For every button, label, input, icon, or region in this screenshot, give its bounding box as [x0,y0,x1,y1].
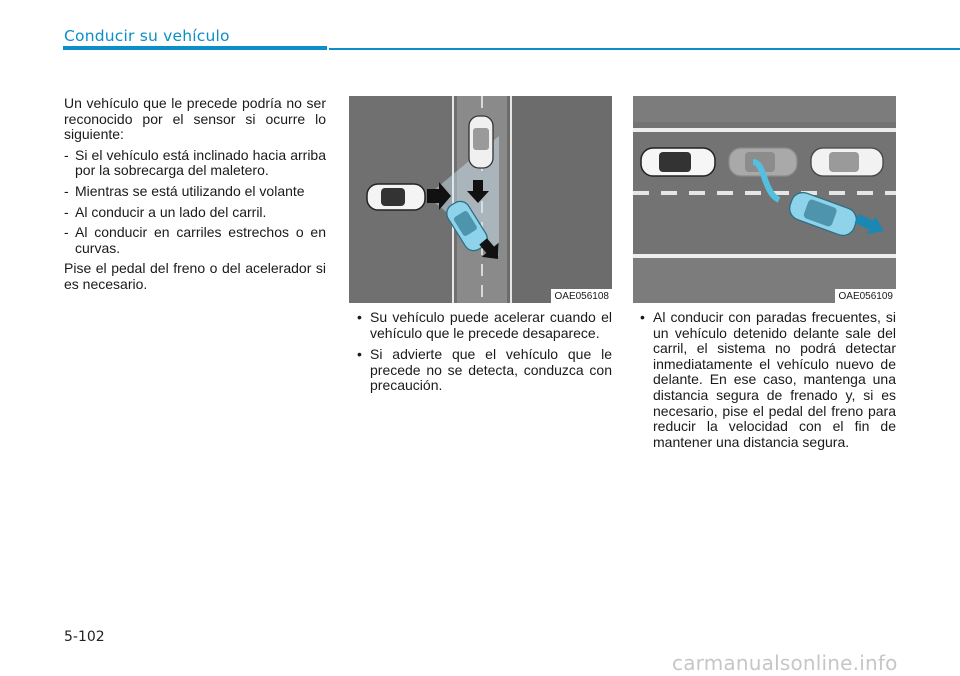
dash-mark: - [64,146,69,163]
list-item [64,148,326,179]
own-car [367,184,425,210]
intro-paragraph: Un vehículo que le precede podría no ser reconocido por el sensor si ocurre lo siguiente: [64,95,326,143]
list-item [64,205,326,221]
dash-mark: - [64,182,69,199]
header-rule-thin [329,48,960,50]
section-title: Conducir su vehículo [64,27,230,45]
dash-mark: - [64,203,69,220]
figure-code: OAE056108 [551,289,613,303]
outro-paragraph: Pise el pedal del freno o del acelerador si es necesario. [64,260,326,292]
list-item-text: Al conducir en carriles estrechos o en curvas. [75,224,326,256]
bullet-item [351,310,612,341]
watermark: carmanualsonline.info [672,651,898,675]
list-item [64,225,326,256]
own-car [641,148,715,176]
bullet-item [634,310,896,450]
bullet-text: Si advierte que el vehículo que le precede no se detecta, conduzca con precaución. [370,346,612,394]
figure-intersection [349,96,612,303]
list-item-text: Al conducir a un lado del carril. [75,203,267,220]
figure-code: OAE056109 [835,289,897,303]
figure-lane-change [633,96,896,303]
bullet-mark: • [640,309,645,325]
list-item-text: Si el vehículo está inclinado hacia arriba por la sobrecarga del maletero. [75,146,326,179]
dash-mark: - [64,224,69,241]
vehicle-ahead-top [469,116,493,168]
right-column [634,310,896,456]
bullet-mark: • [357,309,362,325]
intersection-illustration [349,96,612,303]
lane-change-illustration [633,96,896,303]
middle-column [351,310,612,400]
header-rule-thick [63,46,327,50]
list-item [64,184,326,200]
bullet-item [351,347,612,394]
list-item-text: Mientras se está utilizando el volante [75,182,305,199]
bullet-mark: • [357,346,362,363]
left-column [64,96,326,298]
bullet-text: Al conducir con paradas frecuentes, si un vehículo detenido delante sale del carril, el sistema no podrá detectar inmediatamente el vehículo nuevo de delante. En ese caso, mantenga una distancia segura de frenado y, si es necesario, pise el pedal del freno para reducir la velocidad con el fin de mantener una distancia segura. [653,309,896,450]
new-vehicle-ahead [811,148,883,176]
page-number: 5-102 [64,629,105,645]
bullet-text: Su vehículo puede acelerar cuando el vehículo que le precede desaparece. [370,309,612,341]
